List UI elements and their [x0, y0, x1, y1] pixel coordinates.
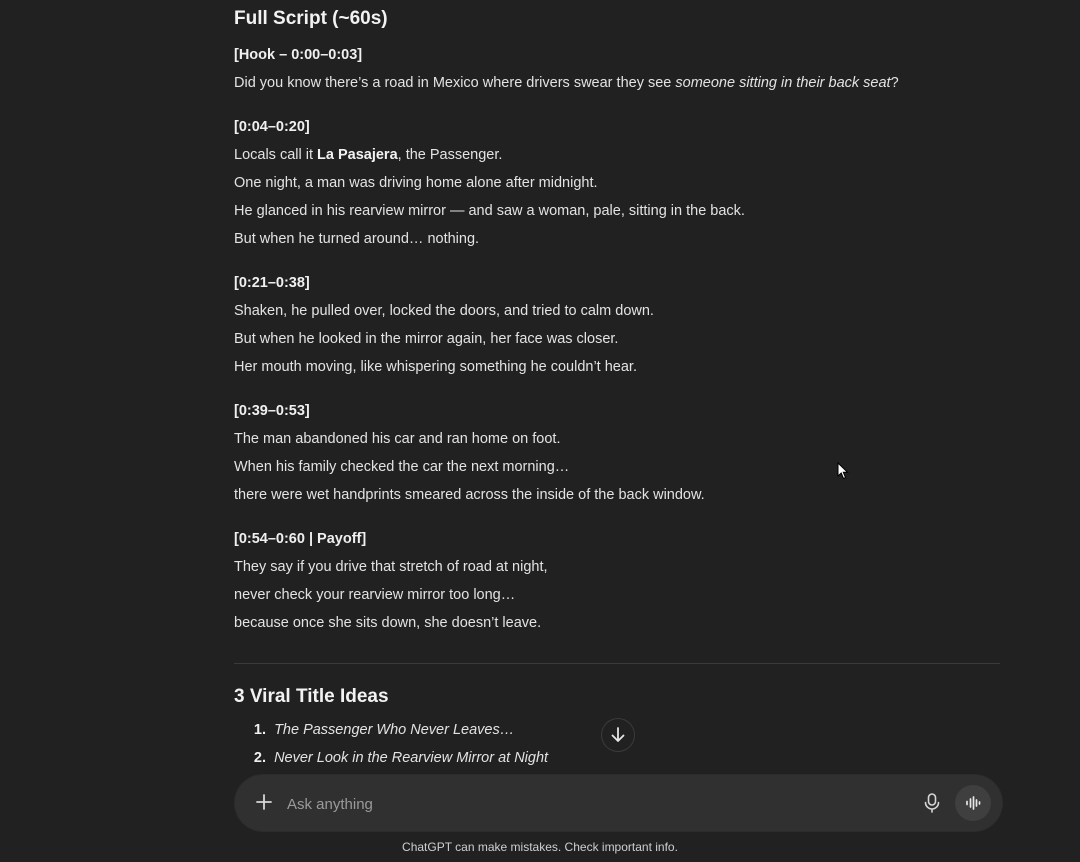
- voice-mode-button[interactable]: [955, 785, 991, 821]
- script-section-hook: [234, 41, 1000, 97]
- section-divider: [234, 663, 1000, 664]
- script-section-2: [234, 113, 1000, 253]
- prompt-input[interactable]: [287, 793, 787, 815]
- list-text: The Passenger Who Never Leaves…: [274, 722, 515, 738]
- microphone-icon[interactable]: [921, 791, 943, 815]
- section-timestamp: [Hook – 0:00–0:03]: [234, 47, 363, 63]
- script-line: Her mouth moving, like whispering something he couldn’t hear.: [234, 359, 637, 375]
- script-line: [234, 69, 1000, 97]
- composer: [235, 775, 1002, 831]
- section-timestamp: [0:21–0:38]: [234, 275, 310, 291]
- script-line: there were wet handprints smeared across the inside of the back window.: [234, 487, 705, 503]
- script-line: But when he looked in the mirror again, her face was closer.: [234, 331, 619, 347]
- script-line: They say if you drive that stretch of road at night,: [234, 559, 548, 575]
- script-line: One night, a man was driving home alone after midnight.: [234, 175, 598, 191]
- plus-icon[interactable]: [251, 789, 277, 815]
- disclaimer-text: ChatGPT can make mistakes. Check important info.: [402, 840, 678, 854]
- list-number: 1.: [253, 722, 266, 738]
- script-line: [234, 141, 1000, 169]
- script-line: He glanced in his rearview mirror — and saw a woman, pale, sitting in the back.: [234, 203, 745, 219]
- script-line: because once she sits down, she doesn’t leave.: [234, 615, 542, 631]
- line-emphasis: someone sitting in their back seat: [675, 75, 891, 91]
- list-number: 2.: [253, 750, 266, 766]
- script-heading: Full Script (~60s): [234, 8, 388, 29]
- section-timestamp: [0:54–0:60 | Payoff]: [234, 531, 367, 547]
- line-text: Did you know there’s a road in Mexico where drivers swear they see: [234, 75, 676, 91]
- titles-heading: 3 Viral Title Ideas: [234, 686, 389, 707]
- arrow-down-icon: [609, 726, 627, 744]
- line-text: ?: [890, 75, 899, 91]
- mouse-cursor-icon: [837, 462, 849, 485]
- scroll-to-bottom-button[interactable]: [602, 719, 634, 751]
- script-line: The man abandoned his car and ran home on foot.: [234, 431, 561, 447]
- section-timestamp: [0:04–0:20]: [234, 119, 310, 135]
- voice-mode-icon: [964, 794, 982, 812]
- script-line: Shaken, he pulled over, locked the doors, and tried to calm down.: [234, 303, 654, 319]
- list-text: Never Look in the Rearview Mirror at Night: [274, 750, 549, 766]
- script-section-payoff: [234, 525, 1000, 637]
- script-line: When his family checked the car the next morning…: [234, 459, 570, 475]
- script-line: never check your rearview mirror too long…: [234, 587, 516, 603]
- section-timestamp: [0:39–0:53]: [234, 403, 310, 419]
- script-section-3: [234, 269, 1000, 381]
- script-line: But when he turned around… nothing.: [234, 231, 480, 247]
- assistant-message: [234, 0, 1000, 772]
- line-text: Locals call it: [234, 147, 318, 163]
- script-section-4: [234, 397, 1000, 509]
- line-text: , the Passenger.: [397, 147, 503, 163]
- line-bold: La Pasajera: [317, 147, 398, 163]
